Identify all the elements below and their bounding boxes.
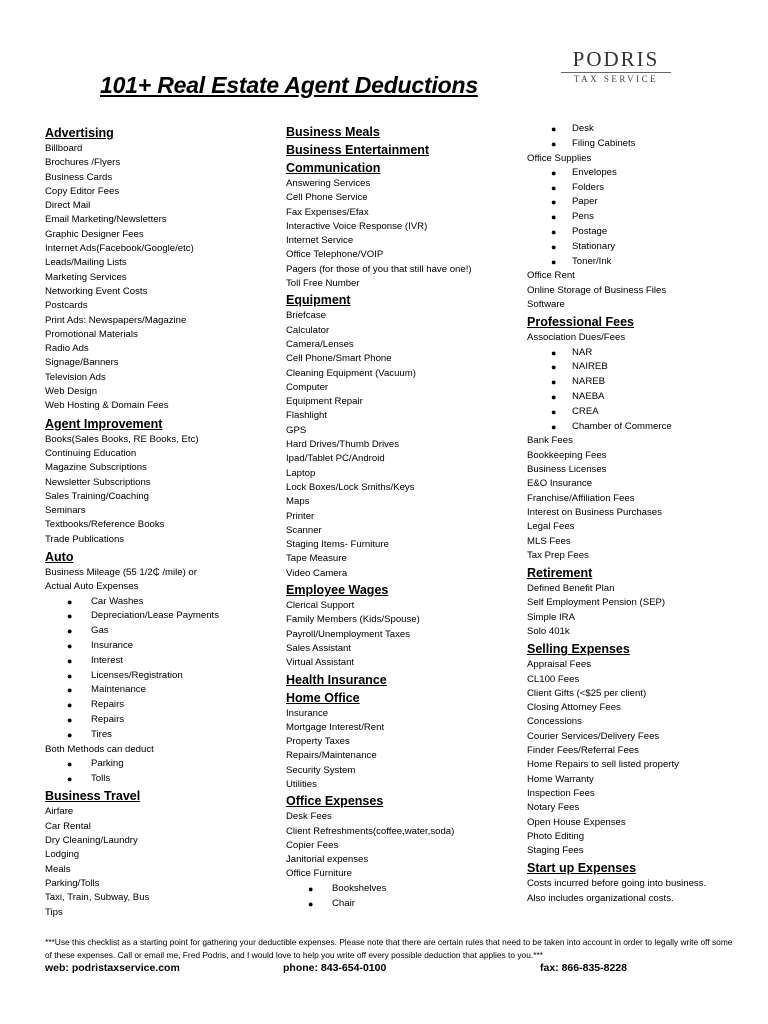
- bullet-dot-icon: ●: [67, 773, 73, 784]
- deduction-item: Notary Fees: [527, 802, 580, 814]
- bullet-item: [45, 728, 275, 743]
- bullet-dot-icon: ●: [308, 883, 314, 894]
- section-heading: Health Insurance: [286, 672, 387, 687]
- bullet-dot-icon: ●: [67, 641, 73, 651]
- bullet-item: [45, 772, 275, 787]
- bullet-item-label: Tolls: [91, 772, 111, 784]
- bullet-dot-icon: ●: [67, 670, 73, 681]
- deduction-item: Inspection Fees: [527, 787, 595, 799]
- bullet-item-label: NAIREB: [572, 361, 608, 373]
- deduction-section: [286, 793, 521, 911]
- bullet-item: [45, 669, 275, 684]
- deduction-section: [527, 122, 752, 312]
- deduction-item: Internet Service: [286, 235, 354, 247]
- section-heading: Communication: [286, 161, 381, 175]
- deduction-item: MLS Fees: [527, 535, 571, 547]
- bullet-dot-icon: ●: [67, 729, 73, 740]
- deduction-section: [286, 672, 521, 689]
- bullet-item: [527, 210, 752, 225]
- deduction-item: Desk Fees: [286, 811, 332, 823]
- deduction-section: [286, 690, 521, 793]
- deduction-item: Books(Sales Books, RE Books, Etc): [45, 433, 199, 445]
- bullet-item-label: Repairs: [91, 699, 125, 711]
- bullet-dot-icon: ●: [551, 377, 557, 388]
- bullet-item: [45, 683, 275, 698]
- footer-phone: phone: 843-654-0100: [283, 962, 387, 974]
- bullet-item: [527, 137, 752, 152]
- bullet-item: [527, 225, 752, 240]
- deduction-section: [527, 641, 752, 858]
- deduction-item: Staging Items- Furniture: [286, 539, 389, 551]
- deduction-item: Property Taxes: [286, 736, 350, 748]
- bullet-item: [527, 181, 752, 196]
- deduction-item: Answering Services: [286, 178, 371, 189]
- bullet-item: [527, 122, 752, 137]
- bullet-dot-icon: ●: [551, 421, 557, 432]
- bullet-dot-icon: ●: [67, 758, 73, 769]
- deduction-section: [286, 124, 521, 141]
- deduction-item: Ipad/Tablet PC/Android: [286, 453, 385, 465]
- deduction-item: CL100 Fees: [527, 673, 580, 685]
- deduction-item: Family Members (Kids/Spouse): [286, 614, 420, 626]
- deduction-item: Legal Fees: [527, 521, 575, 533]
- bullet-item: [527, 166, 752, 181]
- deduction-item: Open House Expenses: [527, 816, 626, 828]
- deduction-section: [527, 565, 752, 639]
- deduction-section: [286, 160, 521, 291]
- section-heading: Business Entertainment: [286, 143, 430, 157]
- deduction-item: Both Methods can deduct: [45, 743, 154, 755]
- bullet-item: [45, 698, 275, 713]
- deduction-item: Interactive Voice Response (IVR): [286, 220, 428, 232]
- bullet-item: [527, 405, 752, 420]
- deduction-item: Courier Services/Delivery Fees: [527, 730, 660, 742]
- deduction-item: Association Dues/Fees: [527, 332, 626, 344]
- deduction-item: Direct Mail: [45, 200, 91, 212]
- bullet-item-label: Chair: [332, 897, 355, 909]
- bullet-item-label: Car Washes: [91, 595, 144, 607]
- deduction-item: Newsletter Subscriptions: [45, 476, 151, 488]
- bullet-dot-icon: ●: [67, 700, 73, 711]
- bullet-dot-icon: ●: [551, 347, 557, 358]
- deduction-item: Defined Benefit Plan: [527, 583, 615, 595]
- bullet-item-label: Bookshelves: [332, 882, 387, 894]
- deduction-item: Internet Ads(Facebook/Google/etc): [45, 243, 194, 255]
- deduction-item: Maps: [286, 496, 310, 508]
- deduction-item: Cell Phone Service: [286, 192, 368, 204]
- bullet-dot-icon: ●: [551, 197, 557, 208]
- deduction-item: Brochures /Flyers: [45, 157, 121, 169]
- bullet-item-label: Parking: [91, 757, 124, 769]
- deduction-item: Office Furniture: [286, 868, 352, 880]
- deduction-item: Office Supplies: [527, 152, 592, 164]
- bullet-item-label: Envelopes: [572, 166, 617, 178]
- bullet-item: [527, 360, 752, 375]
- deduction-item: Cleaning Equipment (Vacuum): [286, 367, 416, 379]
- deduction-item: Janitorial expenses: [286, 854, 369, 866]
- bullet-dot-icon: ●: [551, 182, 557, 193]
- bullet-dot-icon: ●: [67, 714, 73, 725]
- section-heading: Selling Expenses: [527, 642, 630, 657]
- deduction-item: Fax Expenses/Efax: [286, 206, 369, 218]
- deduction-section: [45, 125, 275, 414]
- section-heading: Professional Fees: [527, 315, 634, 330]
- bullet-item-label: Insurance: [91, 640, 134, 651]
- bullet-item: [45, 654, 275, 669]
- deduction-item: Finder Fees/Referral Fees: [527, 745, 639, 757]
- deduction-item: Pagers (for those of you that still have one!): [286, 263, 472, 275]
- deduction-item: Tips: [45, 906, 63, 918]
- deduction-item: Security System: [286, 764, 356, 776]
- deduction-section: [527, 860, 752, 906]
- deduction-item: Mortgage Interest/Rent: [286, 721, 385, 733]
- deduction-item: Signage/Banners: [45, 357, 119, 369]
- bullet-dot-icon: ●: [551, 227, 557, 238]
- bullet-item: [527, 255, 752, 270]
- bullet-dot-icon: ●: [67, 685, 73, 696]
- deduction-item: Video Camera: [286, 567, 348, 579]
- deduction-item: Home Warranty: [527, 773, 594, 785]
- bullet-item-label: Pens: [572, 211, 594, 223]
- deduction-item: Print Ads: Newspapers/Magazine: [45, 314, 187, 326]
- deduction-item: Leads/Mailing Lists: [45, 257, 127, 269]
- bullet-item: [527, 375, 752, 390]
- bullet-item: [45, 624, 275, 639]
- deduction-item: Trade Publications: [45, 533, 125, 545]
- deduction-item: Marketing Services: [45, 271, 127, 283]
- deduction-item: Software: [527, 299, 565, 311]
- deduction-item: Web Hosting & Domain Fees: [45, 400, 169, 412]
- deduction-item: Self Employment Pension (SEP): [527, 597, 666, 609]
- deduction-item: Radio Ads: [45, 343, 89, 355]
- deduction-item: Office Rent: [527, 270, 575, 282]
- deduction-item: Actual Auto Expenses: [45, 581, 139, 593]
- deduction-item: Client Refreshments(coffee,water,soda): [286, 825, 455, 837]
- deduction-item: Home Repairs to sell listed property: [527, 759, 679, 771]
- deduction-item: Tax Prep Fees: [527, 549, 589, 561]
- deduction-item: Payroll/Unemployment Taxes: [286, 628, 411, 640]
- bullet-dot-icon: ●: [551, 124, 557, 134]
- deduction-item: Equipment Repair: [286, 396, 363, 408]
- deduction-section: [527, 314, 752, 563]
- bullet-dot-icon: ●: [551, 362, 557, 373]
- deduction-item: Lock Boxes/Lock Smiths/Keys: [286, 481, 415, 493]
- bullet-item-label: Tires: [91, 728, 112, 740]
- page-title: 101+ Real Estate Agent Deductions: [100, 72, 478, 98]
- deduction-item: Parking/Tolls: [45, 877, 100, 889]
- deduction-item: Bookkeeping Fees: [527, 449, 607, 461]
- deduction-item: Cell Phone/Smart Phone: [286, 353, 392, 365]
- deduction-item: Car Rental: [45, 820, 91, 832]
- deduction-item: Lodging: [45, 849, 80, 861]
- bullet-item-label: Interest: [91, 654, 123, 666]
- deduction-item: Graphic Designer Fees: [45, 228, 144, 240]
- bullet-item-label: NAEBA: [572, 391, 605, 403]
- deduction-item: Briefcase: [286, 310, 326, 322]
- bullet-dot-icon: ●: [551, 167, 557, 178]
- deduction-item: Photo Editing: [527, 830, 585, 842]
- deduction-item: Toll Free Number: [286, 278, 360, 290]
- bullet-dot-icon: ●: [551, 212, 557, 223]
- section-heading: Advertising: [45, 126, 114, 140]
- deduction-item: Costs incurred before going into business.: [527, 878, 707, 890]
- deduction-section: [45, 416, 275, 547]
- deduction-item: Scanner: [286, 524, 322, 536]
- deduction-item: Concessions: [527, 716, 582, 728]
- bullet-item-label: Repairs: [91, 713, 125, 725]
- logo-divider: [561, 72, 671, 73]
- section-heading: Retirement: [527, 566, 593, 581]
- bullet-item-label: Postage: [572, 226, 608, 238]
- deduction-item: Utilities: [286, 778, 317, 790]
- footer-website: web: podristaxservice.com: [45, 962, 180, 974]
- deduction-item: Dry Cleaning/Laundry: [45, 835, 138, 847]
- bullet-dot-icon: ●: [551, 392, 557, 403]
- deduction-item: Bank Fees: [527, 435, 573, 447]
- bullet-dot-icon: ●: [67, 611, 73, 622]
- deduction-item: Textbooks/Reference Books: [45, 519, 165, 531]
- column-1: [45, 123, 275, 920]
- deduction-item: Airfare: [45, 806, 74, 818]
- bullet-item: [45, 757, 275, 772]
- bullet-dot-icon: ●: [551, 406, 557, 417]
- disclaimer-note: ***Use this checklist as a starting point for gathering your deductible expenses. Please note that there are certain rules that need to be taken into account in order to legally write off some of these expenses. Call or email me, Fred Podris, and I would love to help you write off every possible deduction that applies to you.***: [45, 937, 733, 960]
- deduction-item: Calculator: [286, 324, 330, 336]
- deduction-item: Camera/Lenses: [286, 338, 354, 350]
- deduction-item: Email Marketing/Newsletters: [45, 214, 167, 226]
- section-heading: Office Expenses: [286, 794, 384, 809]
- bullet-item-label: Stationary: [572, 240, 616, 252]
- deduction-item: Appraisal Fees: [527, 659, 591, 671]
- logo-name: PODRIS: [572, 47, 660, 71]
- deduction-item: Franchise/Affiliation Fees: [527, 492, 635, 504]
- bullet-item-label: Maintenance: [91, 684, 146, 696]
- deduction-item: Staging Fees: [527, 845, 584, 857]
- deduction-item: Copy Editor Fees: [45, 185, 120, 197]
- bullet-dot-icon: ●: [551, 256, 557, 267]
- deduction-item: Meals: [45, 863, 71, 875]
- bullet-dot-icon: ●: [551, 241, 557, 252]
- company-logo: [557, 47, 675, 84]
- bullet-item: [45, 609, 275, 624]
- bullet-item: [45, 595, 275, 610]
- bullet-dot-icon: ●: [67, 626, 73, 637]
- deduction-item: Sales Training/Coaching: [45, 490, 149, 502]
- deduction-section: [45, 549, 275, 786]
- deduction-item: Computer: [286, 381, 329, 393]
- footer-fax: fax: 866-835-8228: [540, 962, 627, 974]
- bullet-item: [527, 420, 752, 435]
- bullet-item-label: Chamber of Commerce: [572, 420, 672, 432]
- bullet-item-label: NAREB: [572, 376, 606, 388]
- deduction-item: Sales Assistant: [286, 642, 352, 654]
- deduction-section: [286, 292, 521, 581]
- deduction-item: Flashlight: [286, 410, 328, 422]
- deduction-item: Closing Attorney Fees: [527, 702, 621, 714]
- bullet-dot-icon: ●: [67, 655, 73, 666]
- bullet-item: [527, 240, 752, 255]
- deduction-item: Online Storage of Business Files: [527, 284, 667, 296]
- deduction-section: [45, 788, 275, 919]
- deduction-item: Interest on Business Purchases: [527, 506, 662, 518]
- deduction-item: Web Design: [45, 386, 98, 398]
- bullet-item-label: Gas: [91, 625, 109, 637]
- column-2: [286, 123, 521, 911]
- section-heading: Auto: [45, 550, 74, 565]
- deduction-item: Billboard: [45, 143, 83, 154]
- bullet-item-label: Toner/Ink: [572, 255, 612, 267]
- deduction-item: Also includes organizational costs.: [527, 892, 674, 904]
- logo-tagline: TAX SERVICE: [573, 74, 659, 84]
- bullet-dot-icon: ●: [308, 898, 314, 909]
- deduction-item: Networking Event Costs: [45, 285, 148, 297]
- section-heading: Equipment: [286, 293, 351, 308]
- deduction-item: Clerical Support: [286, 600, 355, 612]
- deduction-item: E&O Insurance: [527, 478, 593, 490]
- bullet-item-label: Paper: [572, 196, 598, 208]
- deduction-item: Business Mileage (55 1/2₵ /mile) or: [45, 567, 197, 579]
- bullet-item-label: Desk: [572, 123, 594, 134]
- deduction-item: Laptop: [286, 467, 316, 479]
- column-3: [527, 122, 752, 906]
- section-heading: Home Office: [286, 690, 360, 705]
- deduction-section: [286, 142, 521, 159]
- deduction-item: Client Gifts (<$25 per client): [527, 687, 647, 699]
- deduction-item: Postcards: [45, 300, 88, 312]
- bullet-item: [527, 195, 752, 210]
- deduction-item: Business Licenses: [527, 464, 607, 476]
- bullet-item: [286, 897, 521, 912]
- deduction-item: Hard Drives/Thumb Drives: [286, 439, 400, 451]
- bullet-item-label: Folders: [572, 181, 604, 193]
- section-heading: Business Travel: [45, 789, 141, 804]
- section-heading: Agent Improvement: [45, 416, 163, 431]
- bullet-item: [527, 390, 752, 405]
- section-heading: Employee Wages: [286, 583, 389, 598]
- deduction-item: Simple IRA: [527, 611, 575, 623]
- bullet-item-label: CREA: [572, 405, 599, 417]
- deduction-item: Continuing Education: [45, 447, 137, 459]
- deduction-item: Taxi, Train, Subway, Bus: [45, 892, 150, 904]
- deduction-section: [286, 582, 521, 670]
- deduction-item: Repairs/Maintenance: [286, 750, 377, 762]
- deduction-item: Copier Fees: [286, 839, 339, 851]
- deduction-item: Printer: [286, 510, 315, 522]
- bullet-item: [45, 639, 275, 654]
- deduction-item: Tape Measure: [286, 553, 347, 565]
- bullet-item-label: NAR: [572, 346, 593, 358]
- deduction-item: Business Cards: [45, 171, 113, 183]
- bullet-item-label: Depreciation/Lease Payments: [91, 610, 219, 622]
- section-heading: Start up Expenses: [527, 861, 637, 876]
- bullet-item-label: Filing Cabinets: [572, 137, 636, 149]
- deduction-item: Seminars: [45, 505, 86, 517]
- bullet-item: [527, 346, 752, 361]
- deduction-item: Promotional Materials: [45, 328, 138, 340]
- bullet-dot-icon: ●: [67, 596, 73, 607]
- deduction-item: Television Ads: [45, 371, 106, 383]
- deduction-item: Office Telephone/VOIP: [286, 249, 384, 261]
- deduction-item: Solo 401k: [527, 626, 570, 637]
- bullet-dot-icon: ●: [551, 138, 557, 149]
- bullet-item: [45, 713, 275, 728]
- bullet-item-label: Licenses/Registration: [91, 669, 183, 681]
- bullet-item: [286, 882, 521, 897]
- deduction-item: Magazine Subscriptions: [45, 462, 147, 474]
- deduction-item: Insurance: [286, 707, 329, 719]
- deduction-item: Virtual Assistant: [286, 657, 355, 669]
- section-heading: Business Meals: [286, 125, 380, 139]
- deduction-item: GPS: [286, 424, 307, 436]
